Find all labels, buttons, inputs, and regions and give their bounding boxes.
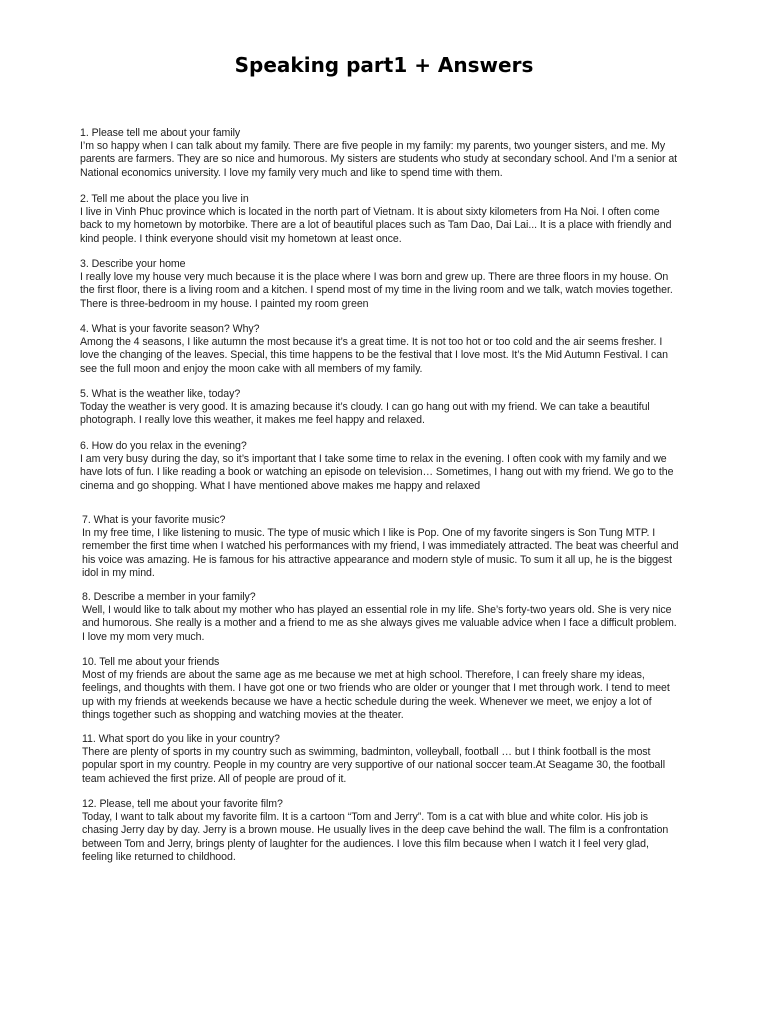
page-title: Speaking part1 + Answers — [234, 53, 534, 77]
qa-item-6 — [80, 440, 680, 493]
qa-item-5 — [80, 388, 680, 428]
question-7: 7. What is your favorite music? — [82, 514, 226, 526]
question-1: 1. Please tell me about your family — [80, 127, 241, 139]
answer-12: Today, I want to talk about my favorite film. It is a cartoon “Tom and Jerry”. Tom is a cat with blue and white color. His job is chasing Jerry day by day. Jerry is a brown mouse. He usually lives in the deep cave behind the wall. The film is a confrontation between Tom and Jerry, brings plenty of laughter for the audiences. I love this film because when I watch it I feel very glad, feeling like returned to childhood. — [82, 811, 669, 863]
qa-item-8 — [82, 591, 680, 644]
question-5: 5. What is the weather like, today? — [80, 388, 241, 400]
qa-item-3 — [80, 258, 680, 311]
question-4: 4. What is your favorite season? Why? — [80, 323, 260, 335]
question-8: 8. Describe a member in your family? — [82, 591, 256, 603]
answer-5: Today the weather is very good. It is amazing because it’s cloudy. I can go hang out with my friend. We can take a beautiful photograph. I really love this weather, it makes me feel happy and relaxed. — [80, 401, 650, 427]
answer-6: I am very busy during the day, so it’s important that I take some time to relax in the evening. I often cook with my family and we have lots of fun. I like reading a book or watching an episode on television… Sometimes, I hang out with my friend. We go to the cinema and go shopping. What I have mentioned above makes me happy and relaxed — [80, 453, 674, 492]
answer-7: In my free time, I like listening to music. The type of music which I like is Pop. One of my favorite singers is Son Tung MTP. I remember the first time when I watched his performances with my friend, I was immediately attracted. The beat was cheerful and his voice was amazing. He is famous for his attractive appearance and modern style of music. To sum it all up, he is the biggest idol in my mind. — [82, 527, 679, 579]
answer-4: Among the 4 seasons, I like autumn the most because it’s a great time. It is not too hot or too cold and the air seems fresher. I love the changing of the leaves. Special, this time happens to be the festival that I love most. It’s the Mid Autumn Festival. I can see the full moon and enjoy the moon cake with all members of my family. — [80, 336, 668, 375]
answer-10: Most of my friends are about the same age as me because we met at high school. Therefore, I can freely share my ideas, feelings, and thoughts with them. I have got one or two friends who are older or younger that I met through work. I tend to meet up with my friends at weekends because we have a hectic schedule during the week. Whenever we meet, we enjoy a lot of things together such as shopping and watching movies at the theater. — [82, 669, 670, 721]
qa-item-11 — [82, 733, 680, 786]
qa-item-12 — [82, 798, 680, 864]
answer-1: I’m so happy when I can talk about my family. There are five people in my family: my parents, two younger sisters, and me. My parents are farmers. They are so nice and humorous. My sisters are students who study at secondary school. And I’m a senior at National economics university. I love my family very much and like to spend time with them. — [80, 140, 678, 179]
question-6: 6. How do you relax in the evening? — [80, 440, 247, 452]
qa-item-4 — [80, 323, 680, 376]
qa-item-7 — [82, 514, 680, 580]
question-12: 12. Please, tell me about your favorite film? — [82, 798, 283, 810]
qa-item-1 — [80, 127, 680, 180]
answer-8: Well, I would like to talk about my mother who has played an essential role in my life. She’s forty-two years old. She is very nice and humorous. She really is a mother and a friend to me as she always gives me valuable advice when I face a difficult problem. I love my mom very much. — [82, 604, 677, 643]
qa-item-10 — [82, 656, 680, 722]
question-3: 3. Describe your home — [80, 258, 186, 270]
answer-3: I really love my house very much because it is the place where I was born and grew up. There are three floors in my house. On the first floor, there is a living room and a kitchen. I spend most of my time in the living room and we talk, watch movies together. There is three-bedroom in my house. I painted my room green — [80, 271, 673, 310]
answer-2: I live in Vinh Phuc province which is located in the north part of Vietnam. It is about sixty kilometers from Ha Noi. I often come back to my hometown by motorbike. There are a lot of beautiful places such as Tam Dao, Dai Lai... It is a place with friendly and kind people. I think everyone should visit my hometown at least once. — [80, 206, 672, 245]
question-11: 11. What sport do you like in your country? — [82, 733, 280, 745]
answer-11: There are plenty of sports in my country such as swimming, badminton, volleyball, football … but I think football is the most popular sport in my country. People in my country are very supportive of our national soccer team.At Seagame 30, the football team achieved the first prize. All of people are proud of it. — [82, 746, 665, 785]
question-2: 2. Tell me about the place you live in — [80, 193, 249, 205]
qa-item-2 — [80, 193, 680, 246]
question-10: 10. Tell me about your friends — [82, 656, 220, 668]
